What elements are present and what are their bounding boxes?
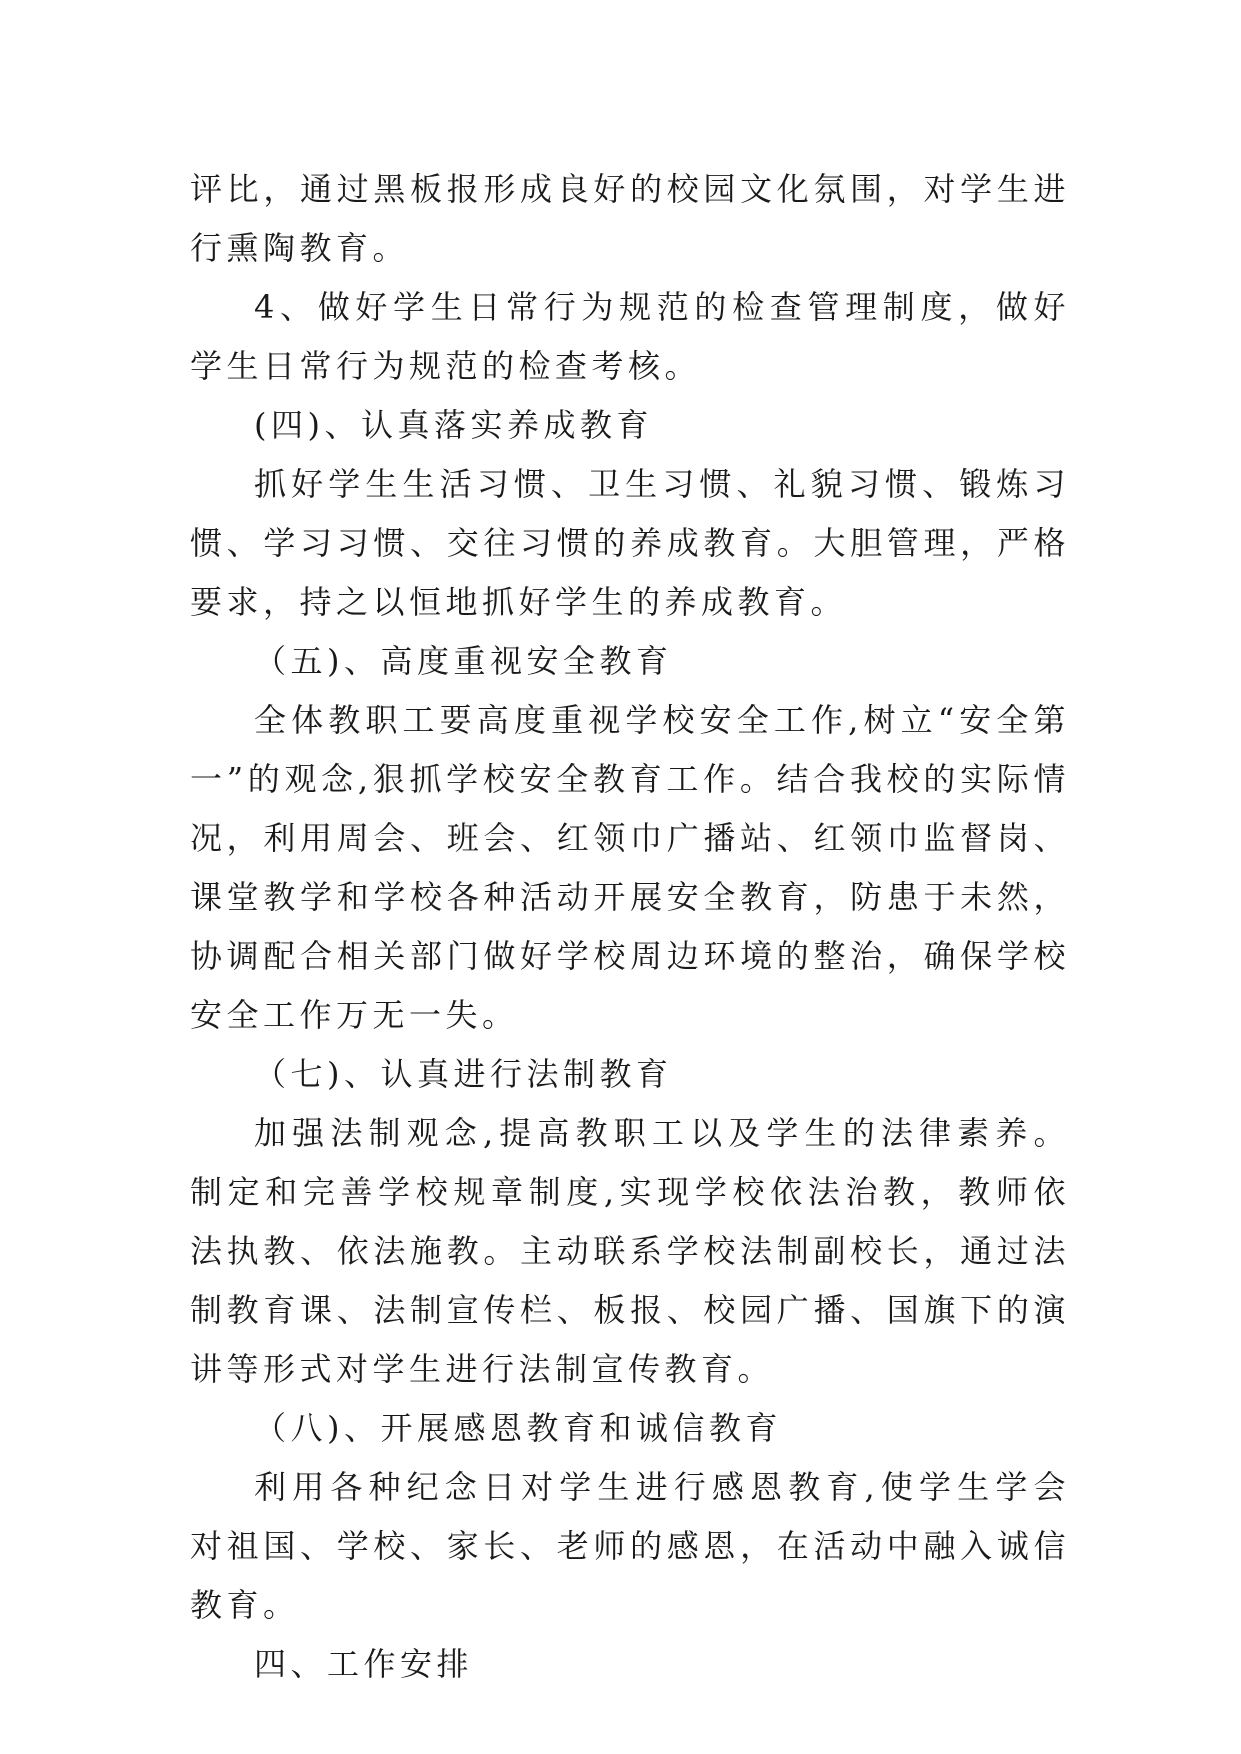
section-heading-8-gratitude-integrity: （八)、开展感恩教育和诚信教育 xyxy=(254,1409,782,1447)
paragraph-item-4-behavior-check: 4、做好学生日常行为规范的检查管理制度，做好学生日常行为规范的检查考核。 xyxy=(190,288,1070,385)
section-heading-5-safety-education: （五)、高度重视安全教育 xyxy=(254,642,673,680)
document-body xyxy=(190,160,1070,1694)
paragraph-safety-education: 全体教职工要高度重视学校安全工作,树立“安全第一”的观念,狠抓学校安全教育工作。结合我校的实际情况，利用周会、班会、红领巾广播站、红领巾监督岗、课堂教学和学校各种活动开展安全教育，防患于未然，协调配合相关部门做好学校周边环境的整治，确保学校安全工作万无一失。 xyxy=(190,701,1070,1034)
paragraph-campus-culture: 评比，通过黑板报形成良好的校园文化氛围，对学生进行熏陶教育。 xyxy=(190,170,1070,267)
paragraph-legal-education: 加强法制观念,提高教职工以及学生的法律素养。制定和完善学校规章制度,实现学校依法治教，教师依法执教、依法施教。主动联系学校法制副校长，通过法制教育课、法制宣传栏、板报、校园广播、国旗下的演讲等形式对学生进行法制宣传教育。 xyxy=(190,1114,1070,1388)
section-heading-7-legal-education: （七)、认真进行法制教育 xyxy=(254,1055,673,1093)
section-heading-four-work-arrangement: 四、工作安排 xyxy=(254,1645,474,1683)
section-heading-4-habit-education: (四)、认真落实养成教育 xyxy=(254,406,653,444)
paragraph-gratitude-education: 利用各种纪念日对学生进行感恩教育,使学生学会对祖国、学校、家长、老师的感恩，在活动中融入诚信教育。 xyxy=(190,1468,1070,1624)
paragraph-habit-education: 抓好学生生活习惯、卫生习惯、礼貌习惯、锻炼习惯、学习习惯、交往习惯的养成教育。大胆管理，严格要求，持之以恒地抓好学生的养成教育。 xyxy=(190,465,1070,621)
